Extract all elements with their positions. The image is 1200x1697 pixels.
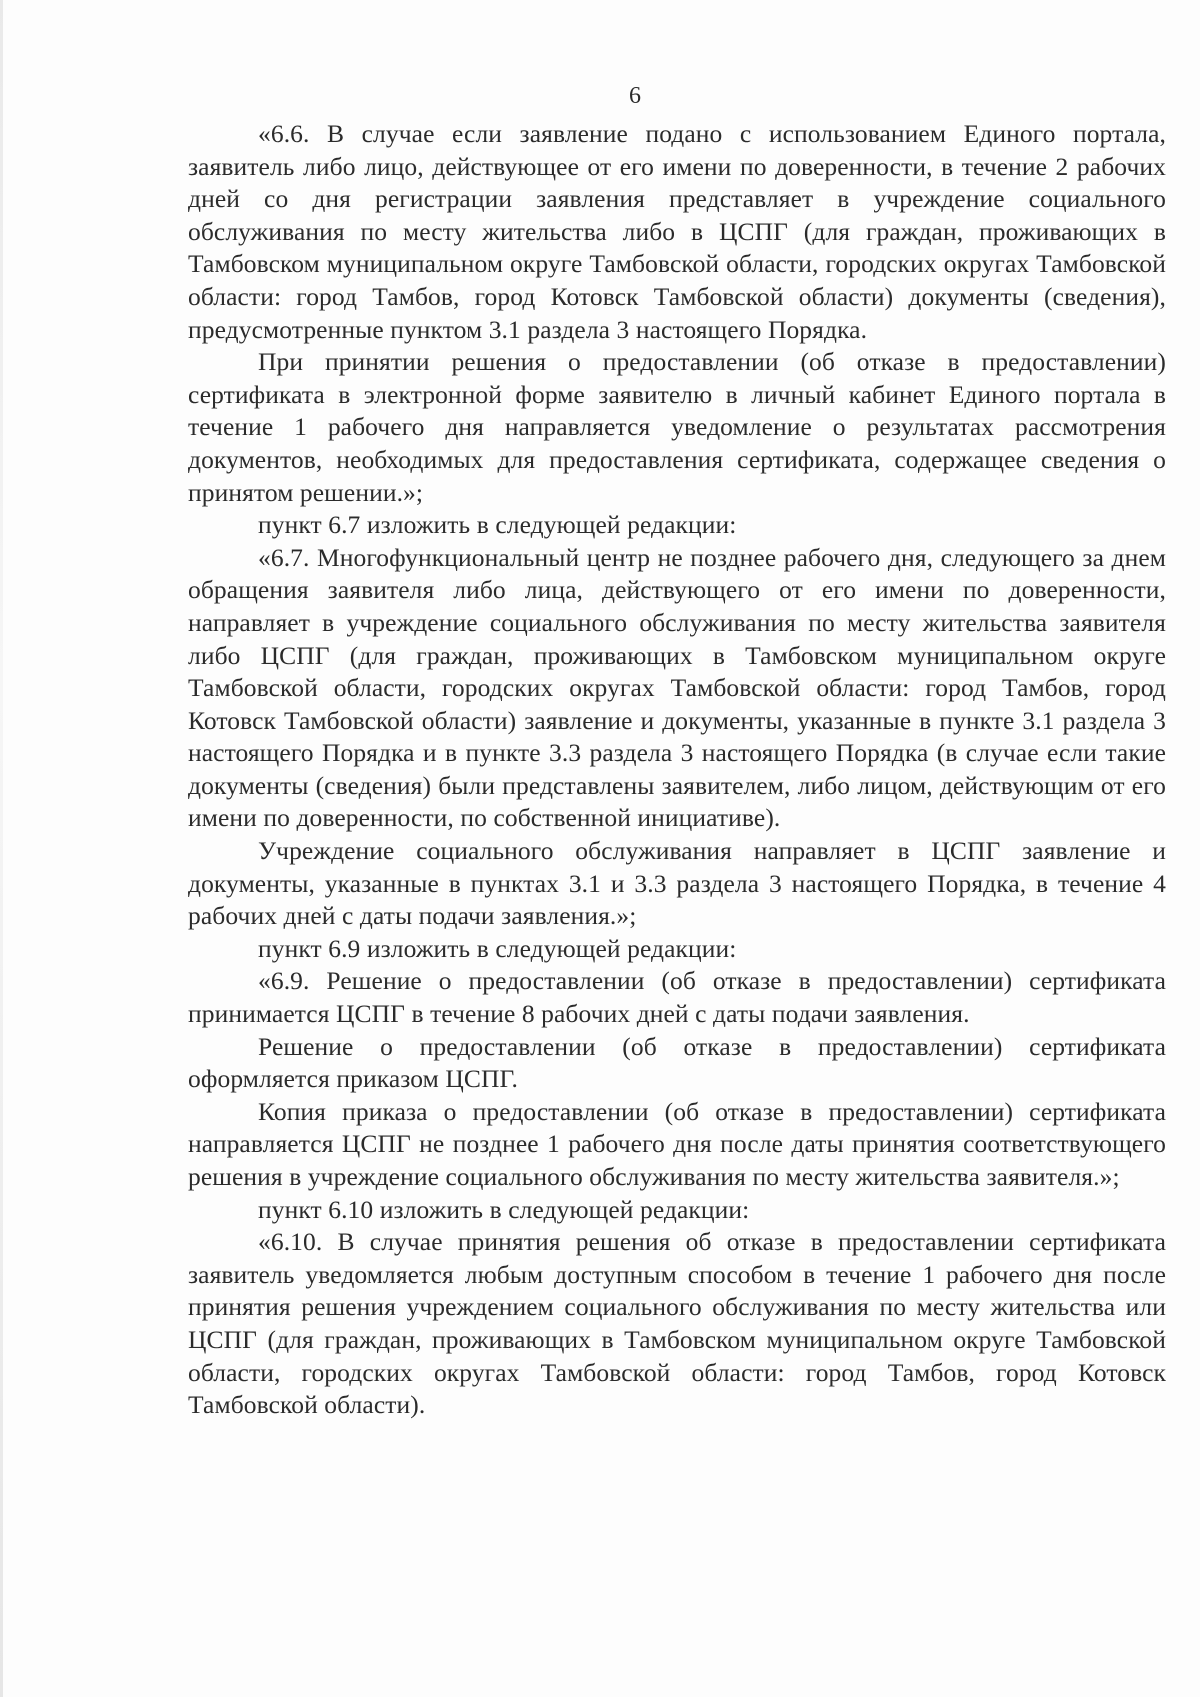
paragraph-6-10: «6.10. В случае принятия решения об отказе в предоставлении сертификата заявитель уведомляется любым доступным способом в течение 1 рабочего дня после принятия решения учреждением социального обслуживания по месту жительства или ЦСПГ (для граждан, проживающих в Тамбовском муниципальном округе Тамбовской области, городских округах Тамбовской области: город Тамбов, город Котовск Тамбовской области). [188, 1227, 1166, 1420]
paragraph-6-9-order: Решение о предоставлении (об отказе в предоставлении) сертификата оформляется приказом ЦСПГ. [188, 1031, 1166, 1094]
paragraph-6-9-copy: Копия приказа о предоставлении (об отказе в предоставлении) сертификата направляется ЦСПГ не позднее 1 рабочего дня после даты принятия соответствующего решения в учреждение социального обслуживания по месту жительства заявителя.»; [188, 1096, 1166, 1191]
paragraph-amend-6-9: пункт 6.9 изложить в следующей редакции: [258, 933, 737, 963]
page-number: 6 [629, 83, 641, 109]
paragraph-6-6: «6.6. В случае если заявление подано с использованием Единого портала, заявитель либо лицо, действующее от его имени по доверенности, в течение 2 рабочих дней со дня регистрации заявления представляет в учреждение социального обслуживания по месту жительства либо в ЦСПГ (для граждан, проживающих в Тамбовском муниципальном округе Тамбовской области, городских округах Тамбовской области: город Тамбов, город Котовск Тамбовской области) документы (сведения), предусмотренные пунктом 3.1 раздела 3 настоящего Порядка. [188, 119, 1166, 344]
paragraph-6-6-notification: При принятии решения о предоставлении (об отказе в предоставлении) сертификата в электронной форме заявителю в личный кабинет Единого портала в течение 1 рабочего дня направляется уведомление о результатах рассмотрения документов, необходимых для предоставления сертификата, содержащее сведения о принятом решении.»; [188, 347, 1166, 507]
paragraph-6-7-social-service: Учреждение социального обслуживания направляет в ЦСПГ заявление и документы, указанные в пунктах 3.1 и 3.3 раздела 3 настоящего Порядка, в течение 4 рабочих дней с даты подачи заявления.»; [188, 836, 1166, 931]
scan-edge-shadow [0, 0, 3, 1697]
paragraph-amend-6-10: пункт 6.10 изложить в следующей редакции: [258, 1194, 750, 1224]
paragraph-6-7: «6.7. Многофункциональный центр не позднее рабочего дня, следующего за днем обращения заявителя либо лица, действующего от его имени по доверенности, направляет в учреждение социального обслуживания по месту жительства заявителя либо ЦСПГ (для граждан, проживающих в Тамбовском муниципальном округе Тамбовской области, городских округах Тамбовской области: город Тамбов, город Котовск Тамбовской области) заявление и документы, указанные в пункте 3.1 раздела 3 настоящего Порядка и в пункте 3.3 раздела 3 настоящего Порядка (в случае если такие документы (сведения) были представлены заявителем, либо лицом, действующим от его имени по доверенности, по собственной инициативе). [188, 542, 1166, 833]
paragraph-amend-6-7: пункт 6.7 изложить в следующей редакции: [258, 510, 737, 540]
document-body [188, 118, 1166, 1422]
paragraph-6-9: «6.9. Решение о предоставлении (об отказе в предоставлении) сертификата принимается ЦСПГ в течение 8 рабочих дней с даты подачи заявления. [188, 966, 1166, 1029]
